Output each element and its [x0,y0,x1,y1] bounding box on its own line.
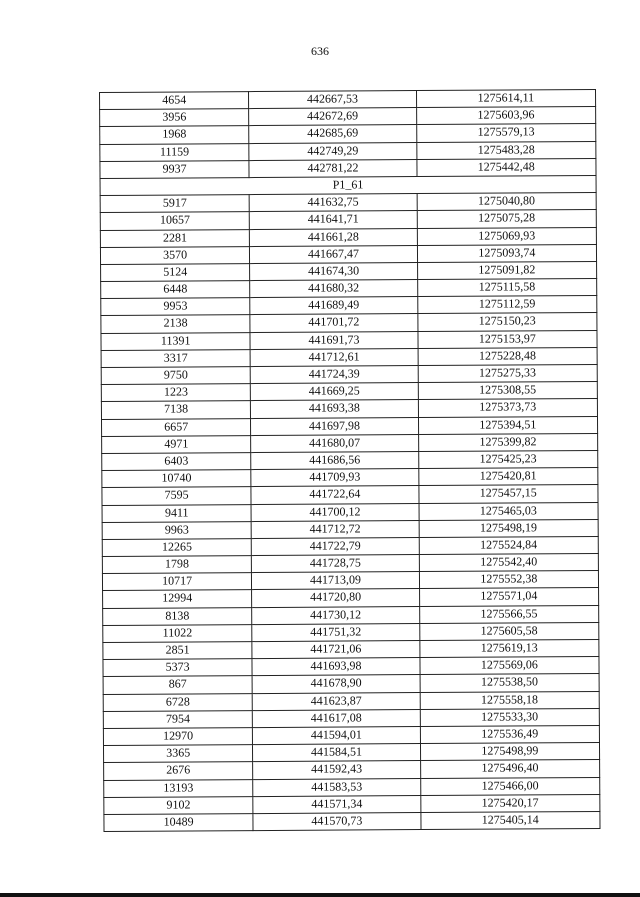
point-id-cell: 9411 [102,504,251,522]
point-id-cell: 13193 [104,779,253,797]
x-coordinate-cell: 441583,53 [253,778,420,796]
x-coordinate-cell: 441693,98 [252,658,419,676]
y-coordinate-cell: 1275465,03 [419,502,598,520]
x-coordinate-cell: 441713,09 [252,572,419,590]
x-coordinate-cell: 441571,34 [253,795,420,813]
y-coordinate-cell: 1275605,58 [419,622,598,640]
x-coordinate-cell: 441712,72 [251,520,418,538]
x-coordinate-cell: 441680,07 [251,434,418,452]
y-coordinate-cell: 1275524,84 [419,536,598,554]
point-id-cell: 2281 [100,229,249,247]
y-coordinate-cell: 1275566,55 [419,605,598,623]
x-coordinate-cell: 441623,87 [252,692,419,710]
y-coordinate-cell: 1275569,06 [420,657,599,675]
point-id-cell: 3317 [101,349,250,367]
point-id-cell: 1968 [100,126,249,144]
y-coordinate-cell: 1275552,38 [419,571,598,589]
point-id-cell: 6448 [101,281,250,299]
point-id-cell: 5124 [101,263,250,281]
point-id-cell: 867 [103,676,252,694]
point-id-cell: 12970 [103,728,252,746]
x-coordinate-cell: 441632,75 [249,194,416,212]
y-coordinate-cell: 1275483,28 [416,141,595,159]
y-coordinate-cell: 1275457,15 [419,485,598,503]
page-number: 636 [311,44,329,58]
x-coordinate-cell: 442749,29 [249,142,416,160]
y-coordinate-cell: 1275112,59 [417,296,596,314]
x-coordinate-cell: 442672,69 [249,108,416,126]
y-coordinate-cell: 1275069,93 [417,227,596,245]
y-coordinate-cell: 1275420,17 [420,794,599,812]
y-coordinate-cell: 1275040,80 [417,193,596,211]
point-id-cell: 11159 [100,143,249,161]
y-coordinate-cell: 1275558,18 [420,691,599,709]
point-id-cell: 6403 [102,453,251,471]
y-coordinate-cell: 1275542,40 [419,554,598,572]
x-coordinate-cell: 441594,01 [253,726,420,744]
x-coordinate-cell: 441697,98 [251,417,418,435]
x-coordinate-cell: 441667,47 [250,245,417,263]
x-coordinate-cell: 441617,08 [253,709,420,727]
point-id-cell: 7138 [101,401,250,419]
y-coordinate-cell: 1275420,81 [418,468,597,486]
y-coordinate-cell: 1275619,13 [419,639,598,657]
x-coordinate-cell: 441584,51 [253,744,420,762]
rows-after-section [100,193,600,832]
y-coordinate-cell: 1275093,74 [417,244,596,262]
y-coordinate-cell: 1275228,48 [418,347,597,365]
x-coordinate-cell: 441724,39 [250,366,417,384]
x-coordinate-cell: 441722,79 [252,537,419,555]
point-id-cell: 12265 [102,538,251,556]
x-coordinate-cell: 442781,22 [249,159,416,177]
point-id-cell: 7595 [102,487,251,505]
point-id-cell: 6657 [101,418,250,436]
point-id-cell: 2851 [103,642,252,660]
y-coordinate-cell: 1275579,13 [416,124,595,142]
coordinates-table [99,89,601,832]
point-id-cell: 9937 [100,160,249,178]
x-coordinate-cell: 441712,61 [250,348,417,366]
y-coordinate-cell: 1275115,58 [417,279,596,297]
section-label: P1_61 [100,175,596,195]
y-coordinate-cell: 1275075,28 [417,210,596,228]
point-id-cell: 5373 [103,659,252,677]
point-id-cell: 2138 [101,315,250,333]
point-id-cell: 12994 [103,590,252,608]
x-coordinate-cell: 441720,80 [252,589,419,607]
point-id-cell: 11022 [103,624,252,642]
x-coordinate-cell: 441693,38 [251,400,418,418]
y-coordinate-cell: 1275442,48 [417,158,596,176]
x-coordinate-cell: 441661,28 [250,228,417,246]
y-coordinate-cell: 1275498,19 [419,519,598,537]
y-coordinate-cell: 1275275,33 [418,364,597,382]
x-coordinate-cell: 441722,64 [251,486,418,504]
table-row [104,811,600,831]
point-id-cell: 10717 [102,573,251,591]
y-coordinate-cell: 1275091,82 [417,261,596,279]
x-coordinate-cell: 441709,93 [251,469,418,487]
x-coordinate-cell: 441641,71 [250,211,417,229]
point-id-cell: 8138 [103,607,252,625]
y-coordinate-cell: 1275394,51 [418,416,597,434]
x-coordinate-cell: 441728,75 [252,555,419,573]
point-id-cell: 11391 [101,332,250,350]
x-coordinate-cell: 441700,12 [251,503,418,521]
x-coordinate-cell: 441701,72 [250,314,417,332]
y-coordinate-cell: 1275571,04 [419,588,598,606]
point-id-cell: 7954 [103,710,252,728]
x-coordinate-cell: 441751,32 [252,623,419,641]
x-coordinate-cell: 442685,69 [249,125,416,143]
x-coordinate-cell: 441686,56 [251,451,418,469]
y-coordinate-cell: 1275536,49 [420,725,599,743]
x-coordinate-cell: 441674,30 [250,262,417,280]
scan-edge [0,893,640,897]
point-id-cell: 1798 [102,556,251,574]
x-coordinate-cell: 441691,73 [250,331,417,349]
point-id-cell: 9102 [104,796,253,814]
point-id-cell: 4654 [100,92,249,110]
point-id-cell: 1223 [101,384,250,402]
x-coordinate-cell: 441592,43 [253,761,420,779]
point-id-cell: 4971 [102,435,251,453]
point-id-cell: 9963 [102,521,251,539]
point-id-cell: 5917 [100,195,249,213]
point-id-cell: 9953 [101,298,250,316]
y-coordinate-cell: 1275496,40 [420,760,599,778]
rows-before-section [100,89,597,178]
y-coordinate-cell: 1275150,23 [417,313,596,331]
x-coordinate-cell: 441669,25 [251,383,418,401]
y-coordinate-cell: 1275373,73 [418,399,597,417]
y-coordinate-cell: 1275153,97 [418,330,597,348]
y-coordinate-cell: 1275603,96 [416,107,595,125]
y-coordinate-cell: 1275425,23 [418,450,597,468]
point-id-cell: 10740 [102,470,251,488]
y-coordinate-cell: 1275399,82 [418,433,597,451]
y-coordinate-cell: 1275533,30 [420,708,599,726]
y-coordinate-cell: 1275405,14 [421,811,600,829]
y-coordinate-cell: 1275308,55 [418,382,597,400]
point-id-cell: 3365 [103,745,252,763]
y-coordinate-cell: 1275614,11 [416,89,595,107]
y-coordinate-cell: 1275498,99 [420,743,599,761]
point-id-cell: 10657 [100,212,249,230]
point-id-cell: 3570 [100,246,249,264]
point-id-cell: 6728 [103,693,252,711]
x-coordinate-cell: 441570,73 [253,812,420,830]
point-id-cell: 2676 [104,762,253,780]
x-coordinate-cell: 441680,32 [250,280,417,298]
point-id-cell: 10489 [104,813,253,831]
point-id-cell: 3956 [100,109,249,127]
x-coordinate-cell: 442667,53 [249,91,416,109]
x-coordinate-cell: 441678,90 [252,675,419,693]
y-coordinate-cell: 1275538,50 [420,674,599,692]
x-coordinate-cell: 441721,06 [252,641,419,659]
x-coordinate-cell: 441689,49 [250,297,417,315]
point-id-cell: 9750 [101,367,250,385]
x-coordinate-cell: 441730,12 [252,606,419,624]
y-coordinate-cell: 1275466,00 [420,777,599,795]
